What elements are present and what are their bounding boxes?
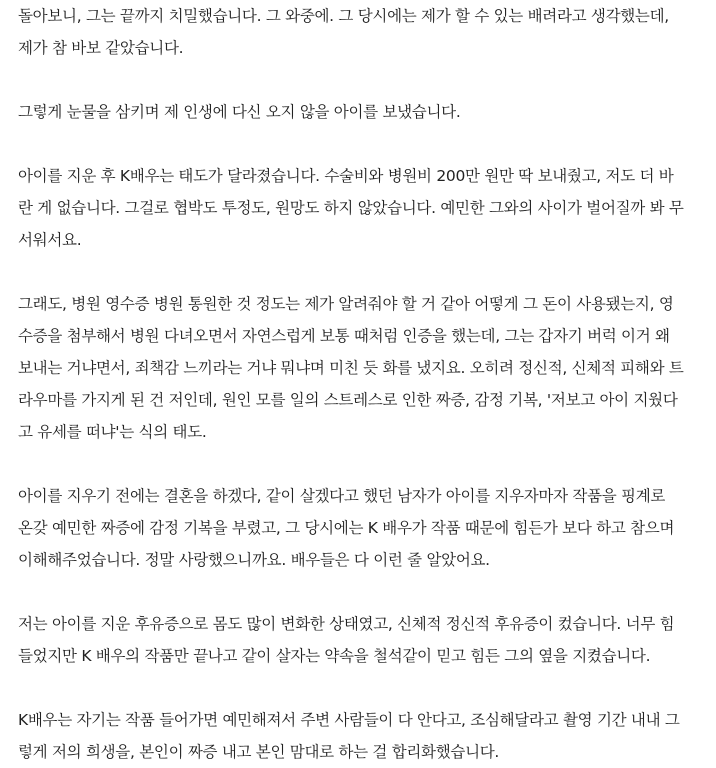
text-line: 고 유세를 떠냐'는 식의 태도.	[18, 423, 207, 441]
text-line: K배우는 자기는 작품 들어가면 예민해져서 주변 사람들이 다 안다고, 조심해달라고 촬영 기간 내내 그	[18, 711, 680, 729]
paragraph	[18, 480, 700, 576]
paragraph-spacer	[18, 576, 700, 608]
paragraph	[18, 288, 700, 448]
text-line: 라우마를 가지게 된 건 저인데, 원인 모를 일의 스트레스로 인한 짜증, 감정 기복, '저보고 아이 지웠다	[18, 391, 678, 409]
paragraph	[18, 96, 700, 128]
paragraph-spacer	[18, 128, 700, 160]
text-line: 서워서요.	[18, 231, 82, 249]
text-line: 그래도, 병원 영수증 병원 통원한 것 정도는 제가 알려줘야 할 거 같아 어떻게 그 돈이 사용됐는지, 영	[18, 295, 674, 313]
paragraph-spacer	[18, 672, 700, 704]
text-line: 들었지만 K 배우의 작품만 끝나고 같이 살자는 약속을 철석같이 믿고 힘든 그의 옆을 지켰습니다.	[18, 647, 651, 665]
text-line: 수증을 첨부해서 병원 다녀오면서 자연스럽게 보통 때처럼 인증을 했는데, 그는 갑자기 버럭 이거 왜	[18, 327, 670, 345]
text-line: 보내는 거냐면서, 죄책감 느끼라는 거냐 뭐냐며 미친 듯 화를 냈지요. 오히려 정신적, 신체적 피해와 트	[18, 359, 684, 377]
paragraph	[18, 160, 700, 256]
text-line: 저는 아이를 지운 후유증으로 몸도 많이 변화한 상태였고, 신체적 정신적 후유증이 컸습니다. 너무 힘	[18, 615, 675, 633]
text-line: 온갖 예민한 짜증에 감정 기복을 부렸고, 그 당시에는 K 배우가 작품 때문에 힘든가 보다 하고 참으며	[18, 519, 675, 537]
text-line: 란 게 없습니다. 그걸로 협박도 투정도, 원망도 하지 않았습니다. 예민한 그와의 사이가 벌어질까 봐 무	[18, 199, 684, 217]
text-line: 돌아보니, 그는 끝까지 치밀했습니다. 그 와중에. 그 당시에는 제가 할 수 있는 배려라고 생각했는데,	[18, 7, 669, 25]
paragraph-spacer	[18, 448, 700, 480]
paragraph-spacer	[18, 256, 700, 288]
paragraph	[18, 0, 700, 64]
text-line: 제가 참 바보 같았습니다.	[18, 39, 184, 57]
text-line: 아이를 지우기 전에는 결혼을 하겠다, 같이 살겠다고 했던 남자가 아이를 지우자마자 작품을 핑계로	[18, 487, 666, 505]
paragraph	[18, 608, 700, 672]
paragraph	[18, 704, 700, 768]
text-line: 그렇게 눈물을 삼키며 제 인생에 다신 오지 않을 아이를 보냈습니다.	[18, 103, 461, 121]
text-line: 렇게 저의 희생을, 본인이 짜증 내고 본인 맘대로 하는 걸 합리화했습니다.	[18, 743, 500, 761]
text-line: 아이를 지운 후 K배우는 태도가 달라졌습니다. 수술비와 병원비 200만 원만 딱 보내줬고, 저도 더 바	[18, 167, 674, 185]
paragraph-spacer	[18, 64, 700, 96]
text-line: 이해해주었습니다. 정말 사랑했으니까요. 배우들은 다 이런 줄 알았어요.	[18, 551, 490, 569]
